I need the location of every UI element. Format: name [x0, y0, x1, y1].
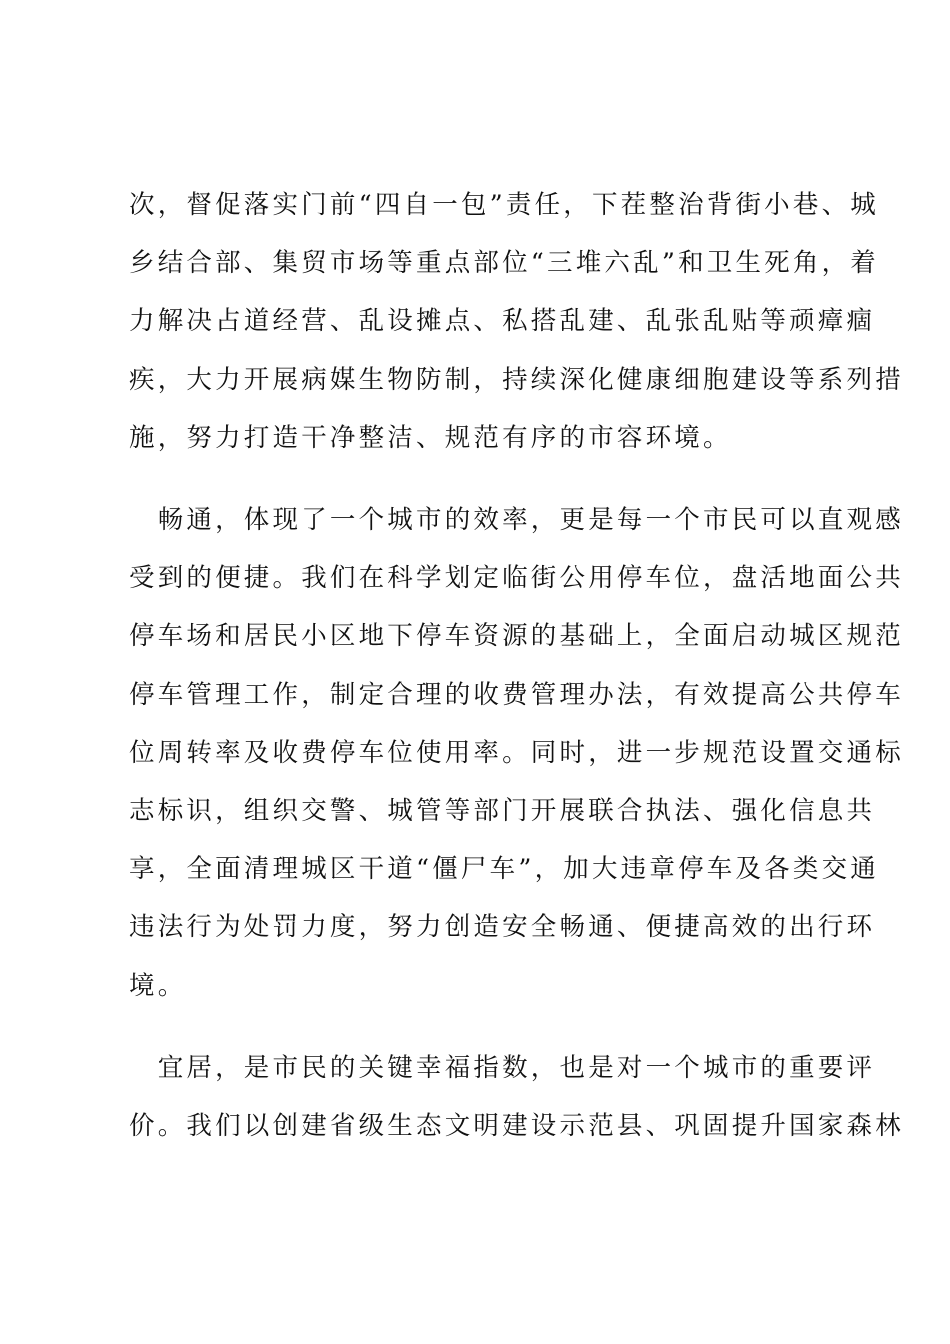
paragraph-smooth-traffic — [129, 491, 904, 1015]
document-body — [129, 176, 904, 1155]
text-line: 享，全面清理城区干道“僵尸车”，加大违章停车及各类交通 — [129, 854, 879, 885]
text-line: 力解决占道经营、乱设摊点、私搭乱建、乱张乱贴等顽瘴痼 — [129, 306, 876, 337]
text-line: 宜居，是市民的关键幸福指数，也是对一个城市的重要评 — [129, 1052, 876, 1083]
text-line: 停车场和居民小区地下停车资源的基础上，全面启动城区规范 — [129, 621, 904, 652]
text-line: 违法行为处罚力度，努力创造安全畅通、便捷高效的出行环 — [129, 912, 876, 943]
text-line: 次，督促落实门前“四自一包”责任，下茬整治背街小巷、城 — [129, 190, 879, 220]
paragraph-city-appearance — [129, 176, 904, 467]
text-line: 境。 — [129, 970, 187, 1001]
text-line: 位周转率及收费停车位使用率。同时，进一步规范设置交通标 — [129, 737, 904, 768]
text-line: 志标识，组织交警、城管等部门开展联合执法、强化信息共 — [129, 796, 876, 827]
text-line: 施，努力打造干净整洁、规范有序的市容环境。 — [129, 422, 732, 453]
paragraph-livability — [129, 1039, 904, 1155]
text-line: 畅通，体现了一个城市的效率，更是每一个市民可以直观感 — [129, 505, 904, 536]
text-line: 乡结合部、集贸市场等重点部位“三堆六乱”和卫生死角，着 — [129, 248, 879, 279]
text-line: 受到的便捷。我们在科学划定临街公用停车位，盘活地面公共 — [129, 563, 904, 594]
text-line: 价。我们以创建省级生态文明建设示范县、巩固提升国家森林 — [129, 1111, 904, 1142]
text-line: 疾，大力开展病媒生物防制，持续深化健康细胞建设等系列措 — [129, 364, 904, 395]
text-line: 停车管理工作，制定合理的收费管理办法，有效提高公共停车 — [129, 679, 904, 710]
